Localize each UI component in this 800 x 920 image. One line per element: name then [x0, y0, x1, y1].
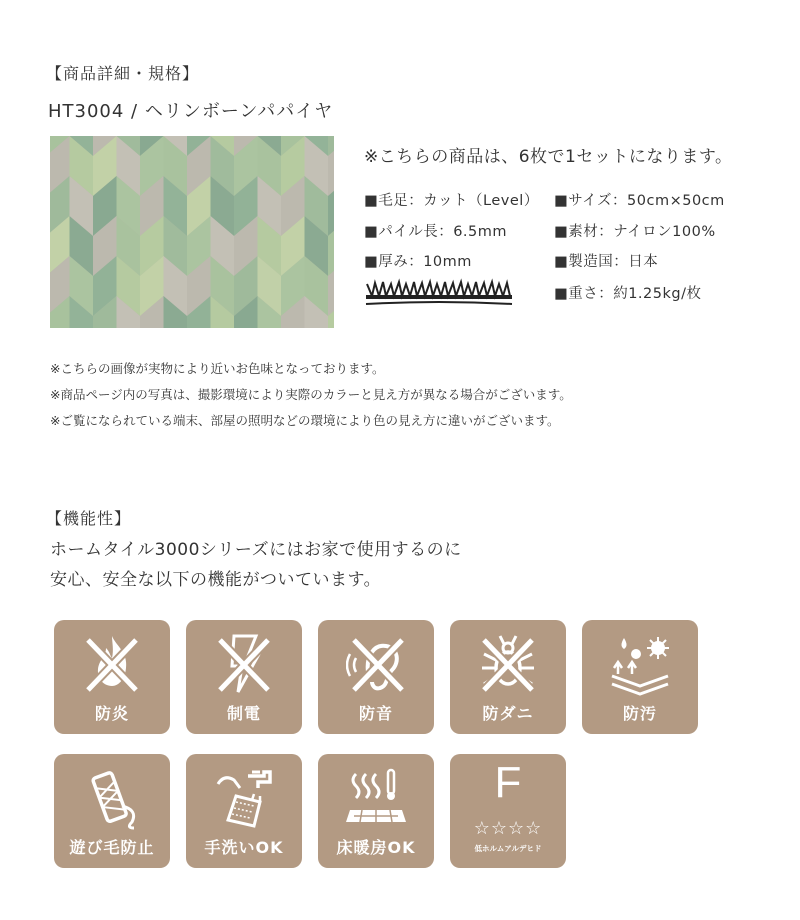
spec-weight: ■重さ：約1.25kg/枚	[554, 286, 702, 302]
note-display: ※ご覧になられている端末、部屋の照明などの環境により色の見え方に違いがございます。	[50, 413, 560, 428]
spec-material: ■素材：ナイロン100%	[554, 224, 716, 240]
feature-hand-washable	[186, 754, 302, 868]
floor-heating-icon	[338, 766, 414, 830]
intro-line-1: ホームタイル3000シリーズにはお家で使用するのに	[50, 540, 462, 560]
ear-prohibited-icon	[346, 632, 406, 696]
flame-prohibited-icon	[82, 632, 142, 696]
intro-line-2: 安心、安全な以下の機能がついています。	[50, 570, 382, 590]
feature-label: 防音	[358, 704, 393, 723]
feature-label: 床暖房OK	[336, 838, 416, 857]
feature-label: 防ダニ	[482, 704, 534, 723]
product-name: HT3004 / ヘリンボーンパパイヤ	[48, 101, 334, 122]
feature-label: 低ホルムアルデヒド	[474, 844, 542, 853]
note-color: ※こちらの画像が実物により近いお色味となっております。	[50, 361, 385, 376]
product-swatch-image	[50, 136, 334, 328]
feature-shed-prevention	[54, 754, 170, 868]
note-photo: ※商品ページ内の写真は、撮影環境により実際のカラーと見え方が異なる場合がございます。	[50, 387, 572, 402]
set-note: ※こちらの商品は、6枚で1セットになります。	[364, 147, 733, 167]
feature-label: 防炎	[94, 704, 129, 723]
formaldehyde-grade: F	[494, 758, 522, 807]
spec-size: ■サイズ：50cm×50cm	[554, 193, 725, 209]
disclaimer-notes	[50, 356, 572, 434]
spec-section-title: 【商品詳細・規格】	[46, 64, 200, 83]
feature-antistatic	[186, 620, 302, 734]
spec-origin: ■製造国：日本	[554, 254, 659, 270]
feature-label: 防汚	[622, 704, 657, 723]
formaldehyde-stars: ☆☆☆☆	[473, 818, 543, 839]
feature-low-formaldehyde	[450, 754, 566, 868]
pile-cross-section-icon	[364, 278, 514, 308]
function-intro	[50, 535, 462, 595]
fiber-icon	[82, 766, 142, 830]
feature-label: 手洗いOK	[204, 838, 284, 857]
feature-flameproof	[54, 620, 170, 734]
faucet-wash-icon	[210, 766, 278, 830]
feature-soundproof	[318, 620, 434, 734]
spec-pile-length: ■パイル長：6.5mm	[364, 224, 508, 240]
stain-repel-icon	[604, 632, 676, 696]
spec-pile-type: ■毛足：カット（Level）	[364, 193, 539, 209]
mite-prohibited-icon	[478, 632, 538, 696]
spec-thickness: ■厚み：10mm	[364, 254, 472, 270]
feature-label: 遊び毛防止	[69, 838, 155, 857]
feature-label: 制電	[226, 704, 261, 723]
function-section-title: 【機能性】	[46, 509, 132, 528]
feature-antimite	[450, 620, 566, 734]
lightning-prohibited-icon	[214, 632, 274, 696]
feature-floor-heating	[318, 754, 434, 868]
feature-stainproof	[582, 620, 698, 734]
